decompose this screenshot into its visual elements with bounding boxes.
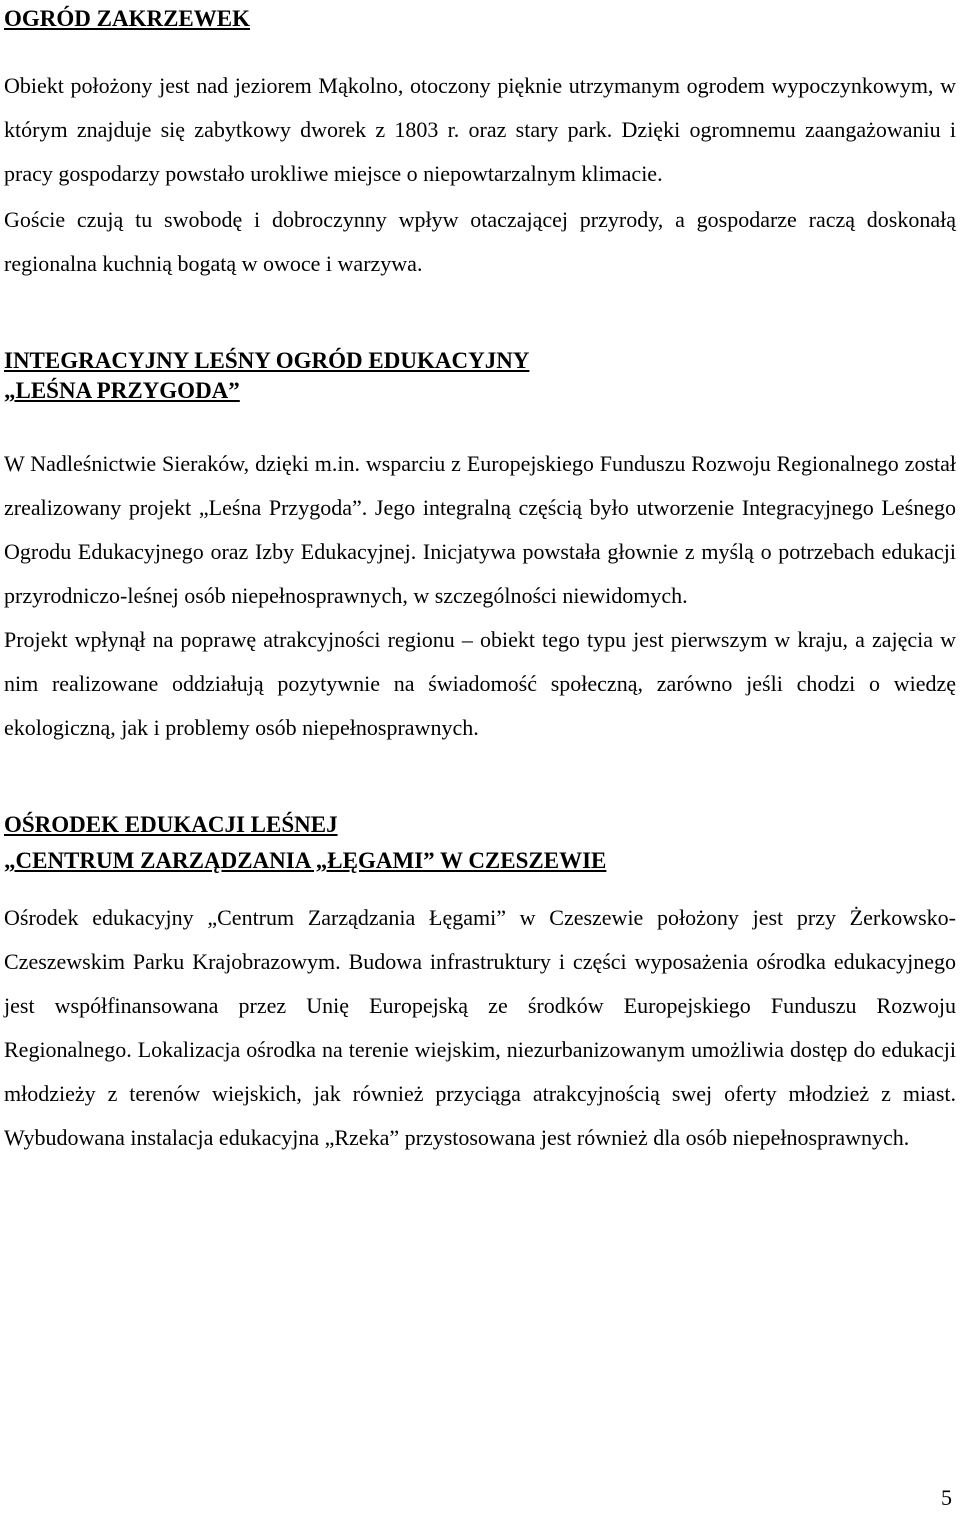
section-lesna-przygoda bbox=[4, 346, 956, 750]
section-subheading: „CENTRUM ZARZĄDZANIA „ŁĘGAMI” W CZESZEWIE bbox=[4, 848, 607, 873]
document-page bbox=[4, 0, 956, 1160]
section-subheading: „LEŚNA PRZYGODA” bbox=[4, 378, 240, 403]
paragraph: W Nadleśnictwie Sieraków, dzięki m.in. wsparciu z Europejskiego Funduszu Rozwoju Regionalnego został zrealizowany projekt „Leśna Przygoda”. Jego integralną częścią było utworzenie Integracyjnego Leśnego Ogrodu Edukacyjnego oraz Izby Edukacyjnej. Inicjatywa powstała głownie z myślą o potrzebach edukacji przyrodniczo-leśnej osób niepełnosprawnych, w szczególności niewidomych. bbox=[4, 451, 956, 608]
section-ogrod-zakrzewek bbox=[4, 4, 956, 286]
section-osrodek-edukacji bbox=[4, 810, 956, 1160]
paragraph: Obiekt położony jest nad jeziorem Mąkolno, otoczony pięknie utrzymanym ogrodem wypoczynkowym, w którym znajduje się zabytkowy dworek z 1803 r. oraz stary park. Dzięki ogromnemu zaangażowaniu i pracy gospodarzy powstało urokliwe miejsce o niepowtarzalnym klimacie. bbox=[4, 73, 956, 186]
paragraph: Projekt wpłynął na poprawę atrakcyjności regionu – obiekt tego typu jest pierwszym w kraju, a zajęcia w nim realizowane oddziałują pozytywnie na świadomość społeczną, zarówno jeśli chodzi o wiedzę ekologiczną, jak i problemy osób niepełnosprawnych. bbox=[4, 627, 956, 740]
paragraph: Ośrodek edukacyjny „Centrum Zarządzania Łęgami” w Czeszewie położony jest przy Żerkowsko-Czeszewskim Parku Krajobrazowym. Budowa infrastruktury i części wyposażenia ośrodka edukacyjnego jest współfinansowana przez Unię Europejską ze środków Europejskiego Funduszu Rozwoju Regionalnego. Lokalizacja ośrodka na terenie wiejskim, niezurbanizowanym umożliwia dostęp do edukacji młodzieży z terenów wiejskich, jak również przyciąga atrakcyjnością swej oferty młodzież z miast. Wybudowana instalacja edukacyjna „Rzeka” przystosowana jest również dla osób niepełnosprawnych. bbox=[4, 905, 956, 1150]
section-heading: OGRÓD ZAKRZEWEK bbox=[4, 6, 251, 31]
page-number: 5 bbox=[941, 1485, 952, 1510]
section-heading: OŚRODEK EDUKACJI LEŚNEJ bbox=[4, 812, 338, 837]
section-heading: INTEGRACYJNY LEŚNY OGRÓD EDUKACYJNY bbox=[4, 348, 530, 373]
paragraph: Goście czują tu swobodę i dobroczynny wpływ otaczającej przyrody, a gospodarze raczą doskonałą regionalna kuchnią bogatą w owoce i warzywa. bbox=[4, 207, 956, 276]
